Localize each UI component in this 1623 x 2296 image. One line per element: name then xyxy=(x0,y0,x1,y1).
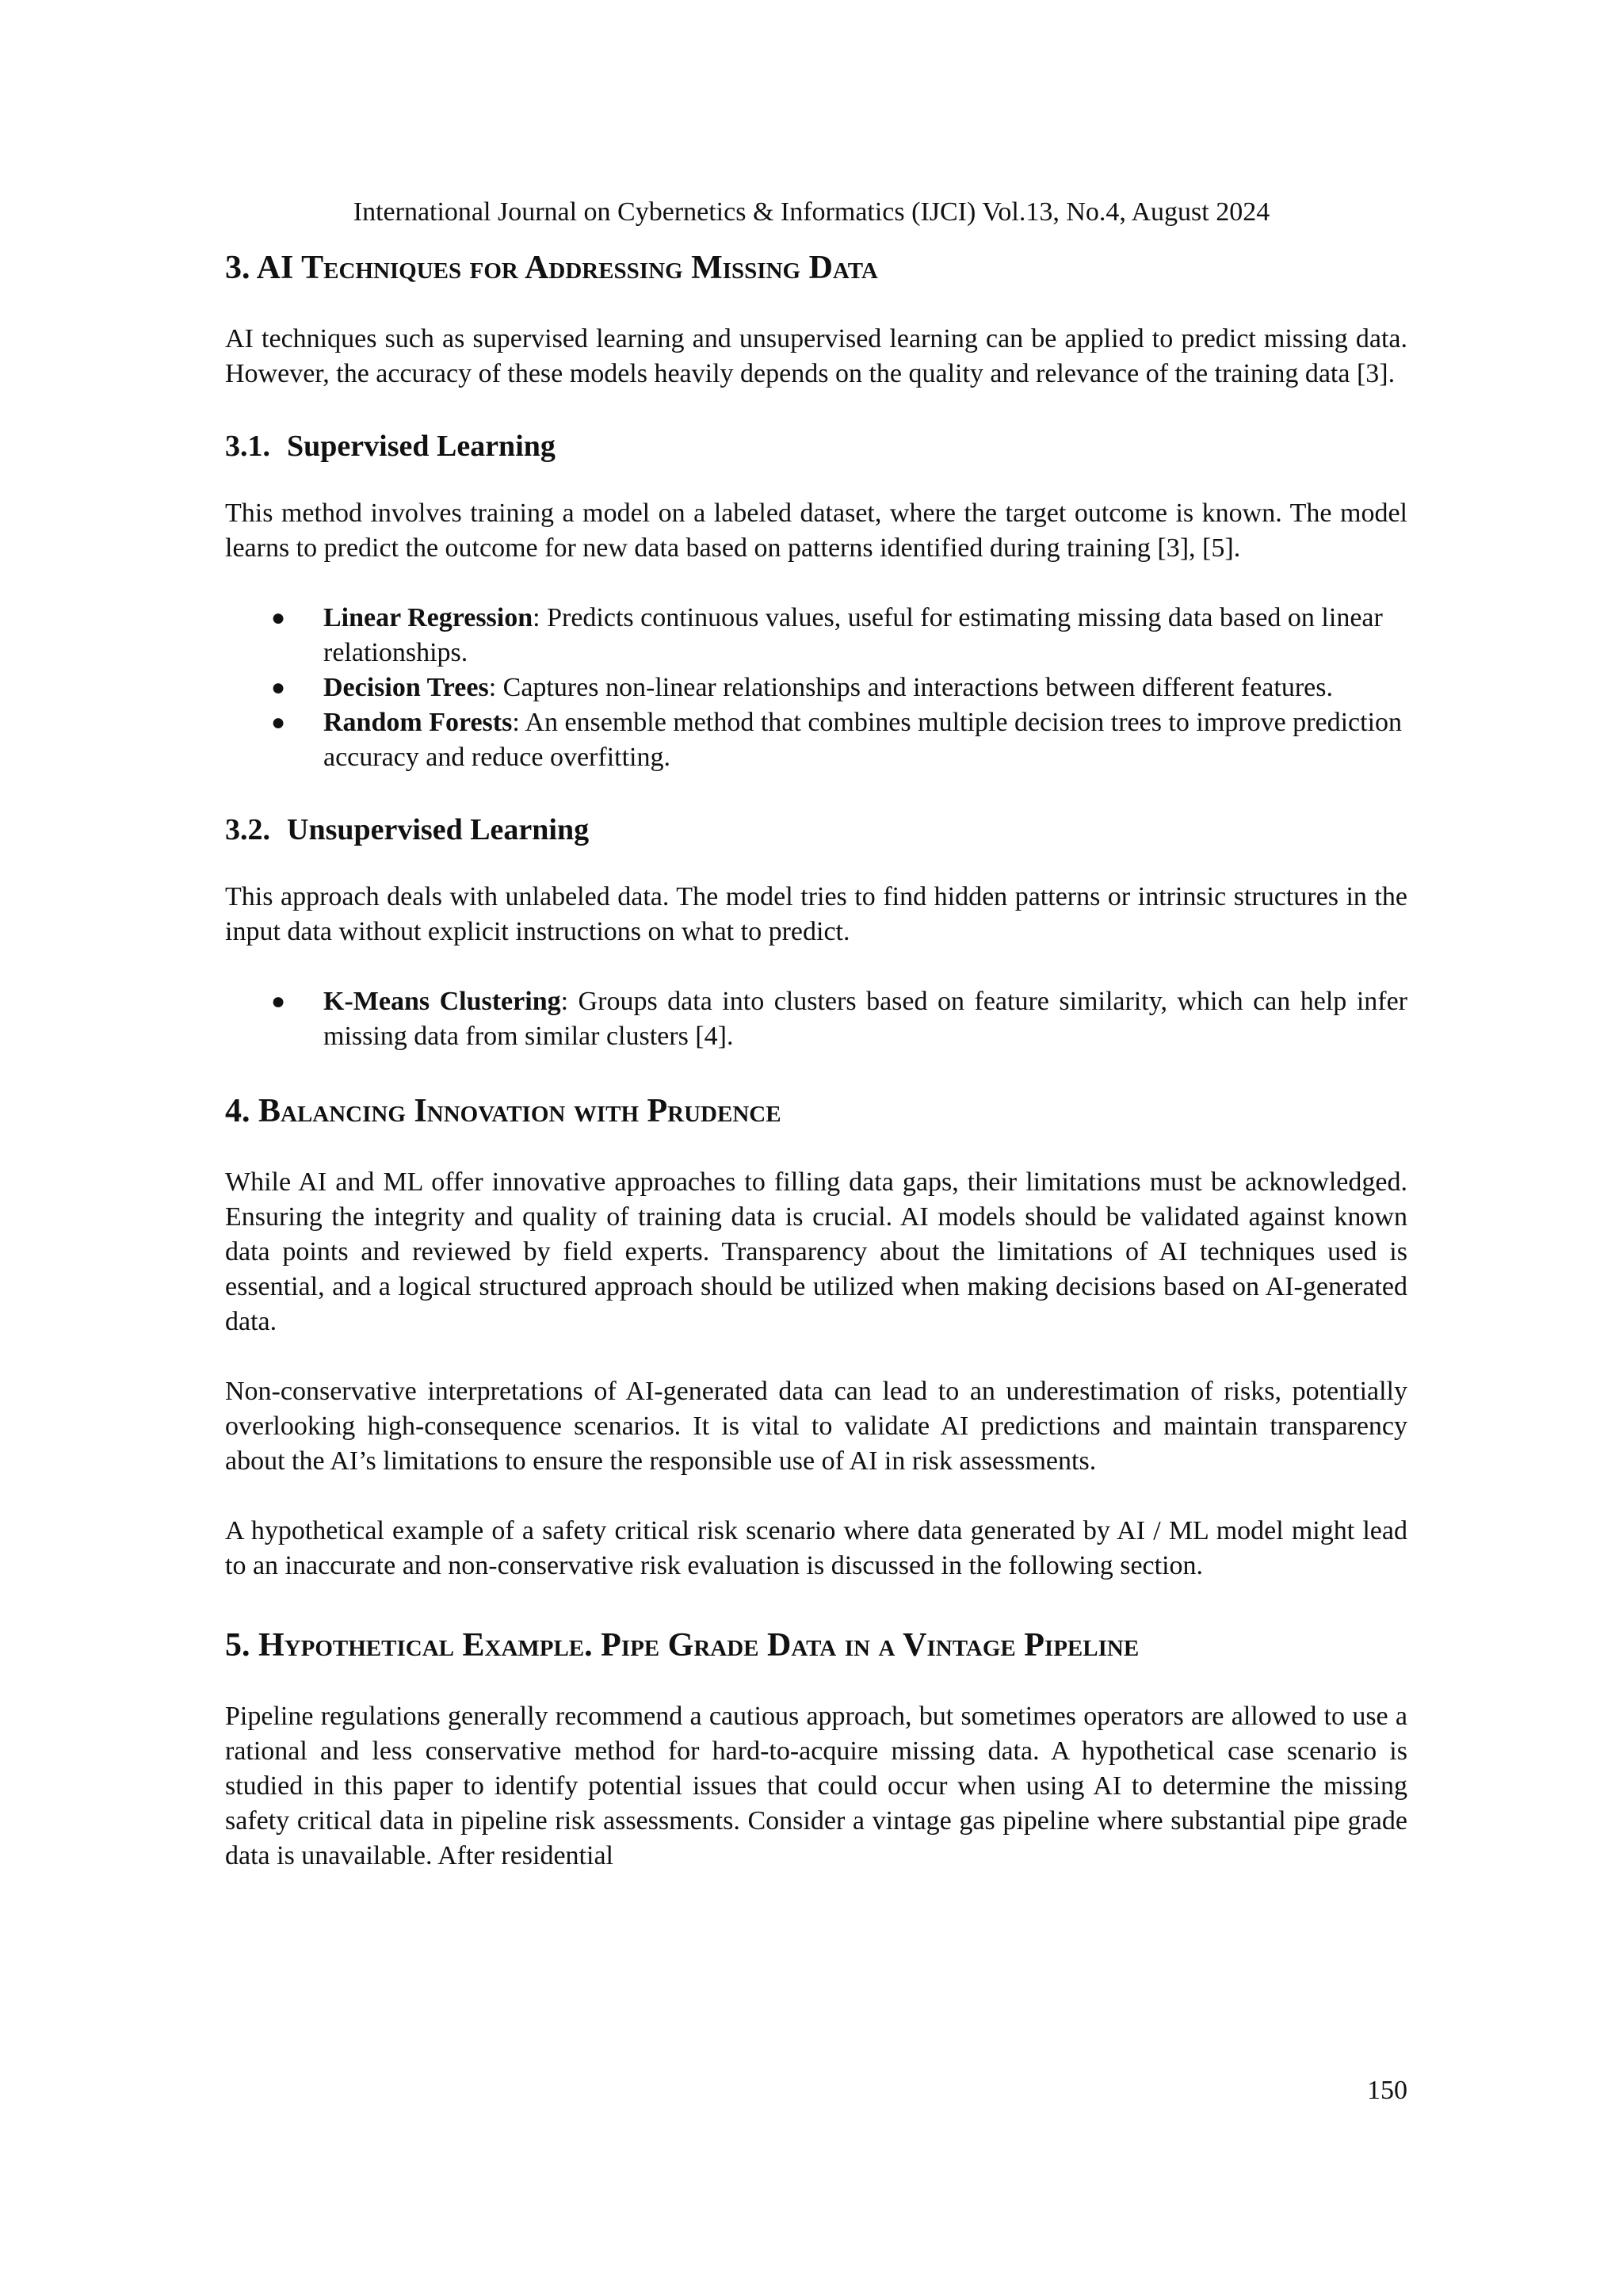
section-5-paragraph: Pipeline regulations generally recommend a cautious approach, but sometimes operators are allowed to use a rational and less conservative method for hard-to-acquire missing data. A hypothetical case scenario is studied in this paper to identify potential issues that could occur when using AI to determine the missing safety critical data in pipeline risk assessments. Consider a vintage gas pipeline where substantial pipe grade data is unavailable. After residential xyxy=(225,1702,1407,1870)
subsection-3-2-heading xyxy=(225,810,1407,850)
running-header: International Journal on Cybernetics & Informatics (IJCI) Vol.13, No.4, August 2024 xyxy=(353,197,1270,227)
list-item xyxy=(225,601,1407,670)
bullet-text: : Predicts continuous values, useful for estimating missing data based on linear relationships. xyxy=(323,603,1383,667)
supervised-methods-list xyxy=(225,601,1407,775)
section-3-intro: AI techniques such as supervised learning and unsupervised learning can be applied to predict missing data. However, the accuracy of these models heavily depends on the quality and relevance of the training data [3]. xyxy=(225,324,1407,388)
bullet-text: : An ensemble method that combines multiple decision trees to improve prediction accuracy and reduce overfitting. xyxy=(323,708,1403,772)
subsection-title: Unsupervised Learning xyxy=(287,813,590,846)
bullet-icon: ● xyxy=(271,605,286,631)
bullet-icon: ● xyxy=(271,709,286,735)
bullet-term: Linear Regression xyxy=(323,603,533,632)
bullet-term: Random Forests xyxy=(323,708,513,737)
bullet-text: : Groups data into clusters based on feature similarity, which can help infer missing data from similar clusters [4]. xyxy=(323,987,1407,1051)
section-4-paragraph: A hypothetical example of a safety critical risk scenario where data generated by AI / ML model might lead to an inaccurate and non-conservative risk evaluation is discussed in the following section. xyxy=(225,1516,1407,1580)
subsection-3-1-heading xyxy=(225,426,1407,466)
list-item xyxy=(225,670,1407,705)
subsection-3-2-paragraph: This approach deals with unlabeled data. The model tries to find hidden patterns or intrinsic structures in the input data without explicit instructions on what to predict. xyxy=(225,882,1407,946)
list-item xyxy=(225,984,1407,1054)
section-5-heading: 5. Hypothetical Example. Pipe Grade Data in a Vintage Pipeline xyxy=(225,1627,1140,1664)
subsection-number: 3.2. xyxy=(225,813,270,846)
page-content xyxy=(225,246,1407,1874)
section-3-heading: 3. AI Techniques for Addressing Missing Data xyxy=(225,250,878,286)
bullet-text: : Captures non-linear relationships and interactions between different features. xyxy=(488,673,1333,702)
unsupervised-methods-list xyxy=(225,984,1407,1054)
bullet-icon: ● xyxy=(271,674,286,701)
section-4-paragraph: Non-conservative interpretations of AI-generated data can lead to an underestimation of risks, potentially overlooking high-consequence scenarios. It is vital to validate AI predictions and maintain transparency about the AI’s limitations to ensure the responsible use of AI in risk assessments. xyxy=(225,1377,1407,1476)
section-4-paragraph: While AI and ML offer innovative approaches to filling data gaps, their limitations must be acknowledged. Ensuring the integrity and quality of training data is crucial. AI models should be validated against known data points and reviewed by field experts. Transparency about the limitations of AI techniques used is essential, and a logical structured approach should be utilized when making decisions based on AI-generated data. xyxy=(225,1167,1407,1336)
section-4-heading: 4. Balancing Innovation with Prudence xyxy=(225,1093,781,1129)
page-number: 150 xyxy=(1367,2076,1407,2105)
subsection-3-1-paragraph: This method involves training a model on a labeled dataset, where the target outcome is known. The model learns to predict the outcome for new data based on patterns identified during training [3], [5]. xyxy=(225,499,1407,563)
subsection-title: Supervised Learning xyxy=(287,430,556,463)
subsection-number: 3.1. xyxy=(225,430,270,463)
list-item xyxy=(225,705,1407,775)
bullet-term: Decision Trees xyxy=(323,673,489,702)
bullet-term: K-Means Clustering xyxy=(323,987,561,1016)
bullet-icon: ● xyxy=(271,988,286,1014)
